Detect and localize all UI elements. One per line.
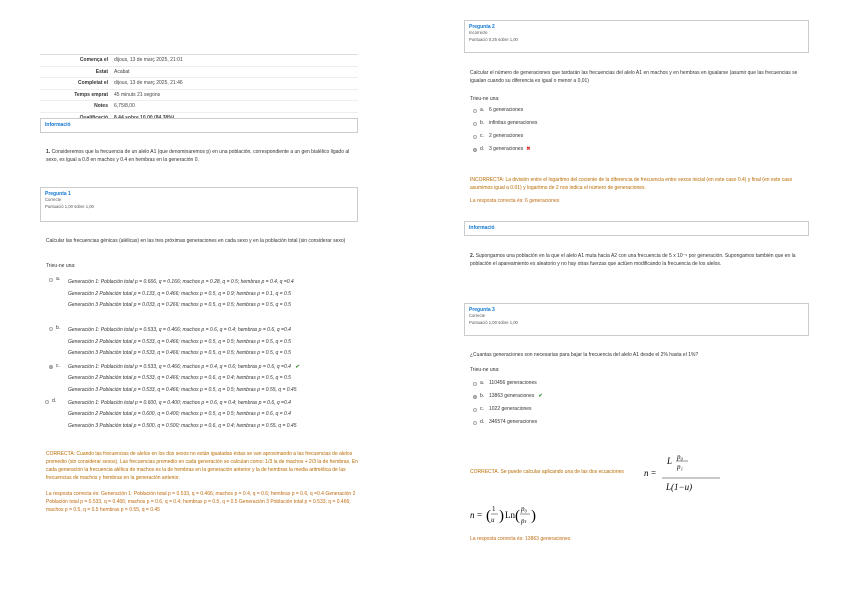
feedback-text: CORRECTA: Cuando las frecuencias de alelos en los dos sexos no están igualadas éstas se van aproximando a las frecuencias de alelos promedio (sin considerar sexos). Las frecuencias promedio en cada generación se calculan como: 1/3 la de machos + 2/3 la de hembras. En cada generación la frecuencia alélica de machos es la de hembras en la generación anterior y la de hembras la media aritmética de las frecuencias de machos y hembras en la generación anterior. [46, 451, 358, 481]
formula-paren: ( [486, 508, 491, 524]
question-text: Calcular las frecuencias génicas (alélicas) en las tres próximas generaciones en cada sexo y en la población total (sin considerar sexo) [46, 238, 346, 244]
formula-symbol-ln: L [667, 456, 673, 466]
option-b[interactable]: b. [49, 325, 65, 332]
radio-button-selected[interactable] [49, 365, 53, 369]
option-d[interactable]: d. 3 generaciones ✖ [473, 146, 530, 153]
q1-intro: 1. Consideremos que la frecuencia de un alelo A1 (que denominaremos p) en una población, correspondiente a un gen bialélico ligado al sexo, es igual a 0.8 en machos y 0.4 en hembras en la generación 0. [46, 149, 350, 163]
question-1-info [40, 187, 358, 222]
formula-u: u [491, 516, 495, 524]
formula-symbol-n: n [644, 468, 649, 478]
radio-button-selected[interactable] [473, 148, 477, 152]
formula-paren: ( [515, 508, 520, 524]
option-b[interactable]: b. 13863 generaciones ✔ [473, 393, 543, 400]
summary-row: Estat Acabat [40, 67, 358, 79]
question-title: Pregunta 3 [469, 307, 495, 313]
option-a[interactable]: a. 110456 generaciones [473, 380, 537, 387]
formula-symbol-p1: p₁ [677, 463, 683, 471]
summary-row: Comença el dijous, 13 de març 2025, 21:01 [40, 55, 358, 67]
option-c[interactable]: c. 2 generaciones [473, 133, 523, 140]
formula-symbol-equals: = [477, 510, 483, 520]
radio-button[interactable] [473, 109, 477, 113]
radio-button[interactable] [49, 327, 53, 331]
formula-1 [642, 450, 722, 495]
formula-p0: p₀ [521, 505, 527, 513]
option-line: Generación 3 Población total p = 0.033, q = 0.266; machos p = 0.5, q = 0.5; hembras p = 0.5, q = 0.5 [68, 302, 291, 308]
option-b[interactable]: b. infinitas generaciones [473, 120, 537, 127]
option-a[interactable]: a. 6 generaciones [473, 107, 523, 114]
formula-paren: ) [499, 508, 504, 524]
info-label: Informació [45, 122, 71, 128]
summary-row: Completat el dijous, 13 de març 2025, 21:46 [40, 78, 358, 90]
option-line: Generación 2 Población total p = 0.533, q = 0.466; machos p = 0.5, q = 0.5; hembras p = 0.5, q = 0.5 [68, 339, 291, 345]
feedback-text: INCORRECTA: La división entre el logaritmo del cociente de la diferencia de frecuencia entre sexos inicial (en este caso 0.4) y final (en este caso asumimos igual a 0.01) y logaritmo de 2 nos indica el número de generaciones. [470, 177, 793, 191]
formula-symbol-n: n [470, 510, 475, 520]
choose-label: Trieu-ne una: [46, 263, 76, 269]
summary-row: Notes 6,75/8,00 [40, 101, 358, 113]
radio-button[interactable] [473, 135, 477, 139]
option-line: Generación 3 Población total p = 0.533, q = 0.466; machos p = 0.5, q = 0.5; hembras p = 0.55, q = 0.45 [68, 387, 297, 393]
question-text: Calcular el número de generaciones que tardarán las frecuencias del alelo A1 en machos y en hembras en igualarse (asumir que las frecuencias se igualan cuando su diferencia es igual o menor a 0,01) [470, 70, 798, 84]
formula-denominator: L(1−u) [666, 482, 693, 492]
option-c[interactable]: c. 1022 generaciones [473, 406, 532, 413]
option-line: Generación 2 Población total p = 0.533, q = 0.466; machos p = 0.6, q = 0.4; hembras p = 0.5, q = 0.5 [68, 375, 291, 381]
summary-row: Temps emprat 45 minuts 21 segons [40, 90, 358, 102]
formula-2 [468, 498, 548, 532]
question-score: Puntuació 1,00 sobre 1,00 [45, 203, 94, 209]
question-3-info [464, 303, 809, 336]
question-score: Puntuació 0,25 sobre 1,00 [469, 36, 518, 42]
formula-ln: Ln [505, 510, 515, 520]
option-line: Generación 2 Población total p = 0.600, q = 0.400; machos p = 0.5, q = 0.5; hembras p = 0.6, q = 0.4 [68, 411, 291, 417]
q3-intro: 2. Supongamos una población en la que el alelo A1 muta hacia A2 con una frecuencia de 5 x 10⁻⁵ por generación. Supongamos también que en la población el apareamiento es aleatorio y no hay otras fuerzas que actúen modificando la frecuencia de los alelos. [470, 253, 796, 267]
formula-symbol-equals: = [651, 468, 657, 478]
option-line: Generación 1: Población total p = 0.600, q = 0.400; machos p = 0.6, q = 0.4; hembras p = 0.6, q =0.4 [68, 400, 291, 406]
correct-answer-text: La resposta correcta és: 6 generaciones [470, 198, 560, 204]
info-label: Informació [469, 225, 495, 231]
formula-symbol-p0: p₀ [677, 453, 683, 461]
choose-label: Trieu-ne una: [470, 367, 500, 373]
radio-button[interactable] [45, 400, 49, 404]
question-title: Pregunta 1 [45, 191, 71, 197]
radio-button[interactable] [49, 278, 53, 282]
choose-label: Trieu-ne una: [470, 96, 500, 102]
option-c[interactable]: c. [49, 363, 65, 370]
info-box [464, 221, 809, 236]
radio-button-selected[interactable] [473, 395, 477, 399]
option-line: Generación 1: Población total p = 0.533, q = 0.466; machos p = 0.6, q = 0.4; hembras p = 0.6, q =0.4 [68, 327, 291, 333]
check-icon: ✔ [538, 393, 543, 399]
option-line: Generación 1: Población total p = 0.533, q = 0.466; machos p = 0.4, q = 0.6; hembras p = 0.6, q =0.4 ✔ [68, 364, 300, 370]
radio-button[interactable] [473, 408, 477, 412]
option-line: Generación 1: Población total p = 0.666, q = 0.166; machos p = 0.28, q = 0.5; hembras p = 0.4, q =0.4 [68, 279, 294, 285]
check-icon: ✔ [294, 364, 300, 370]
question-title: Pregunta 2 [469, 24, 495, 30]
option-d[interactable]: d. [45, 398, 61, 405]
info-box [40, 118, 358, 133]
formula-pt: pₜ [521, 517, 527, 525]
question-status: Incorrecte [469, 30, 488, 35]
radio-button[interactable] [473, 421, 477, 425]
option-line: Generación 3 Población total p = 0.533, q = 0.466; machos p = 0.5, q = 0.5; hembras p = 0.5, q = 0.5 [68, 350, 291, 356]
correct-answer-text: La resposta correcta és: Generación 1: Población total p = 0.533, q = 0.466; machos p = 0.4, q = 0.6; hembras p = 0.6, q =0.4 Generación 2 Población total p = 0.533, q = 0.466; machos p = 0.6, q = 0.4; hembras p = 0.5, q = 0.5 Generación 3 Población total p = 0.533, q = 0.466; machos p = 0.5, q = 0.5 hembras p = 0.55, q = 0.45 [46, 491, 356, 513]
formula-paren: ) [531, 508, 536, 524]
attempt-summary [40, 54, 358, 124]
cross-icon: ✖ [526, 146, 531, 152]
question-status: Correcte [45, 197, 62, 202]
question-score: Puntuació 1,00 sobre 1,00 [469, 319, 518, 325]
question-status: Correcte [469, 313, 486, 318]
correct-answer-text: La resposta correcta és: 13863 generaciones [470, 536, 571, 542]
formula-one: 1 [492, 505, 496, 513]
option-d[interactable]: d. 346574 generaciones [473, 419, 537, 426]
question-text: ¿Cuantas generaciones son necesarias para bajar la frecuencia del alelo A1 desde el 2% hasta el 1%? [470, 352, 699, 358]
radio-button[interactable] [473, 122, 477, 126]
question-2-info [464, 20, 809, 53]
option-line: Generación 3 Población total p = 0.500, q = 0.500; machos p = 0.6, q = 0.4; hembras p = 0.55, q = 0.45 [68, 423, 297, 429]
radio-button[interactable] [473, 382, 477, 386]
option-a[interactable]: a. [49, 276, 65, 283]
option-line: Generación 2 Población total p = 0.133, q = 0.466; machos p = 0.5, q = 0.9; hembras p = 0.1, q = 0.5 [68, 291, 291, 297]
feedback-text: CORRECTA. Se puede calcular aplicando una de las dos ecuaciones [470, 469, 624, 475]
